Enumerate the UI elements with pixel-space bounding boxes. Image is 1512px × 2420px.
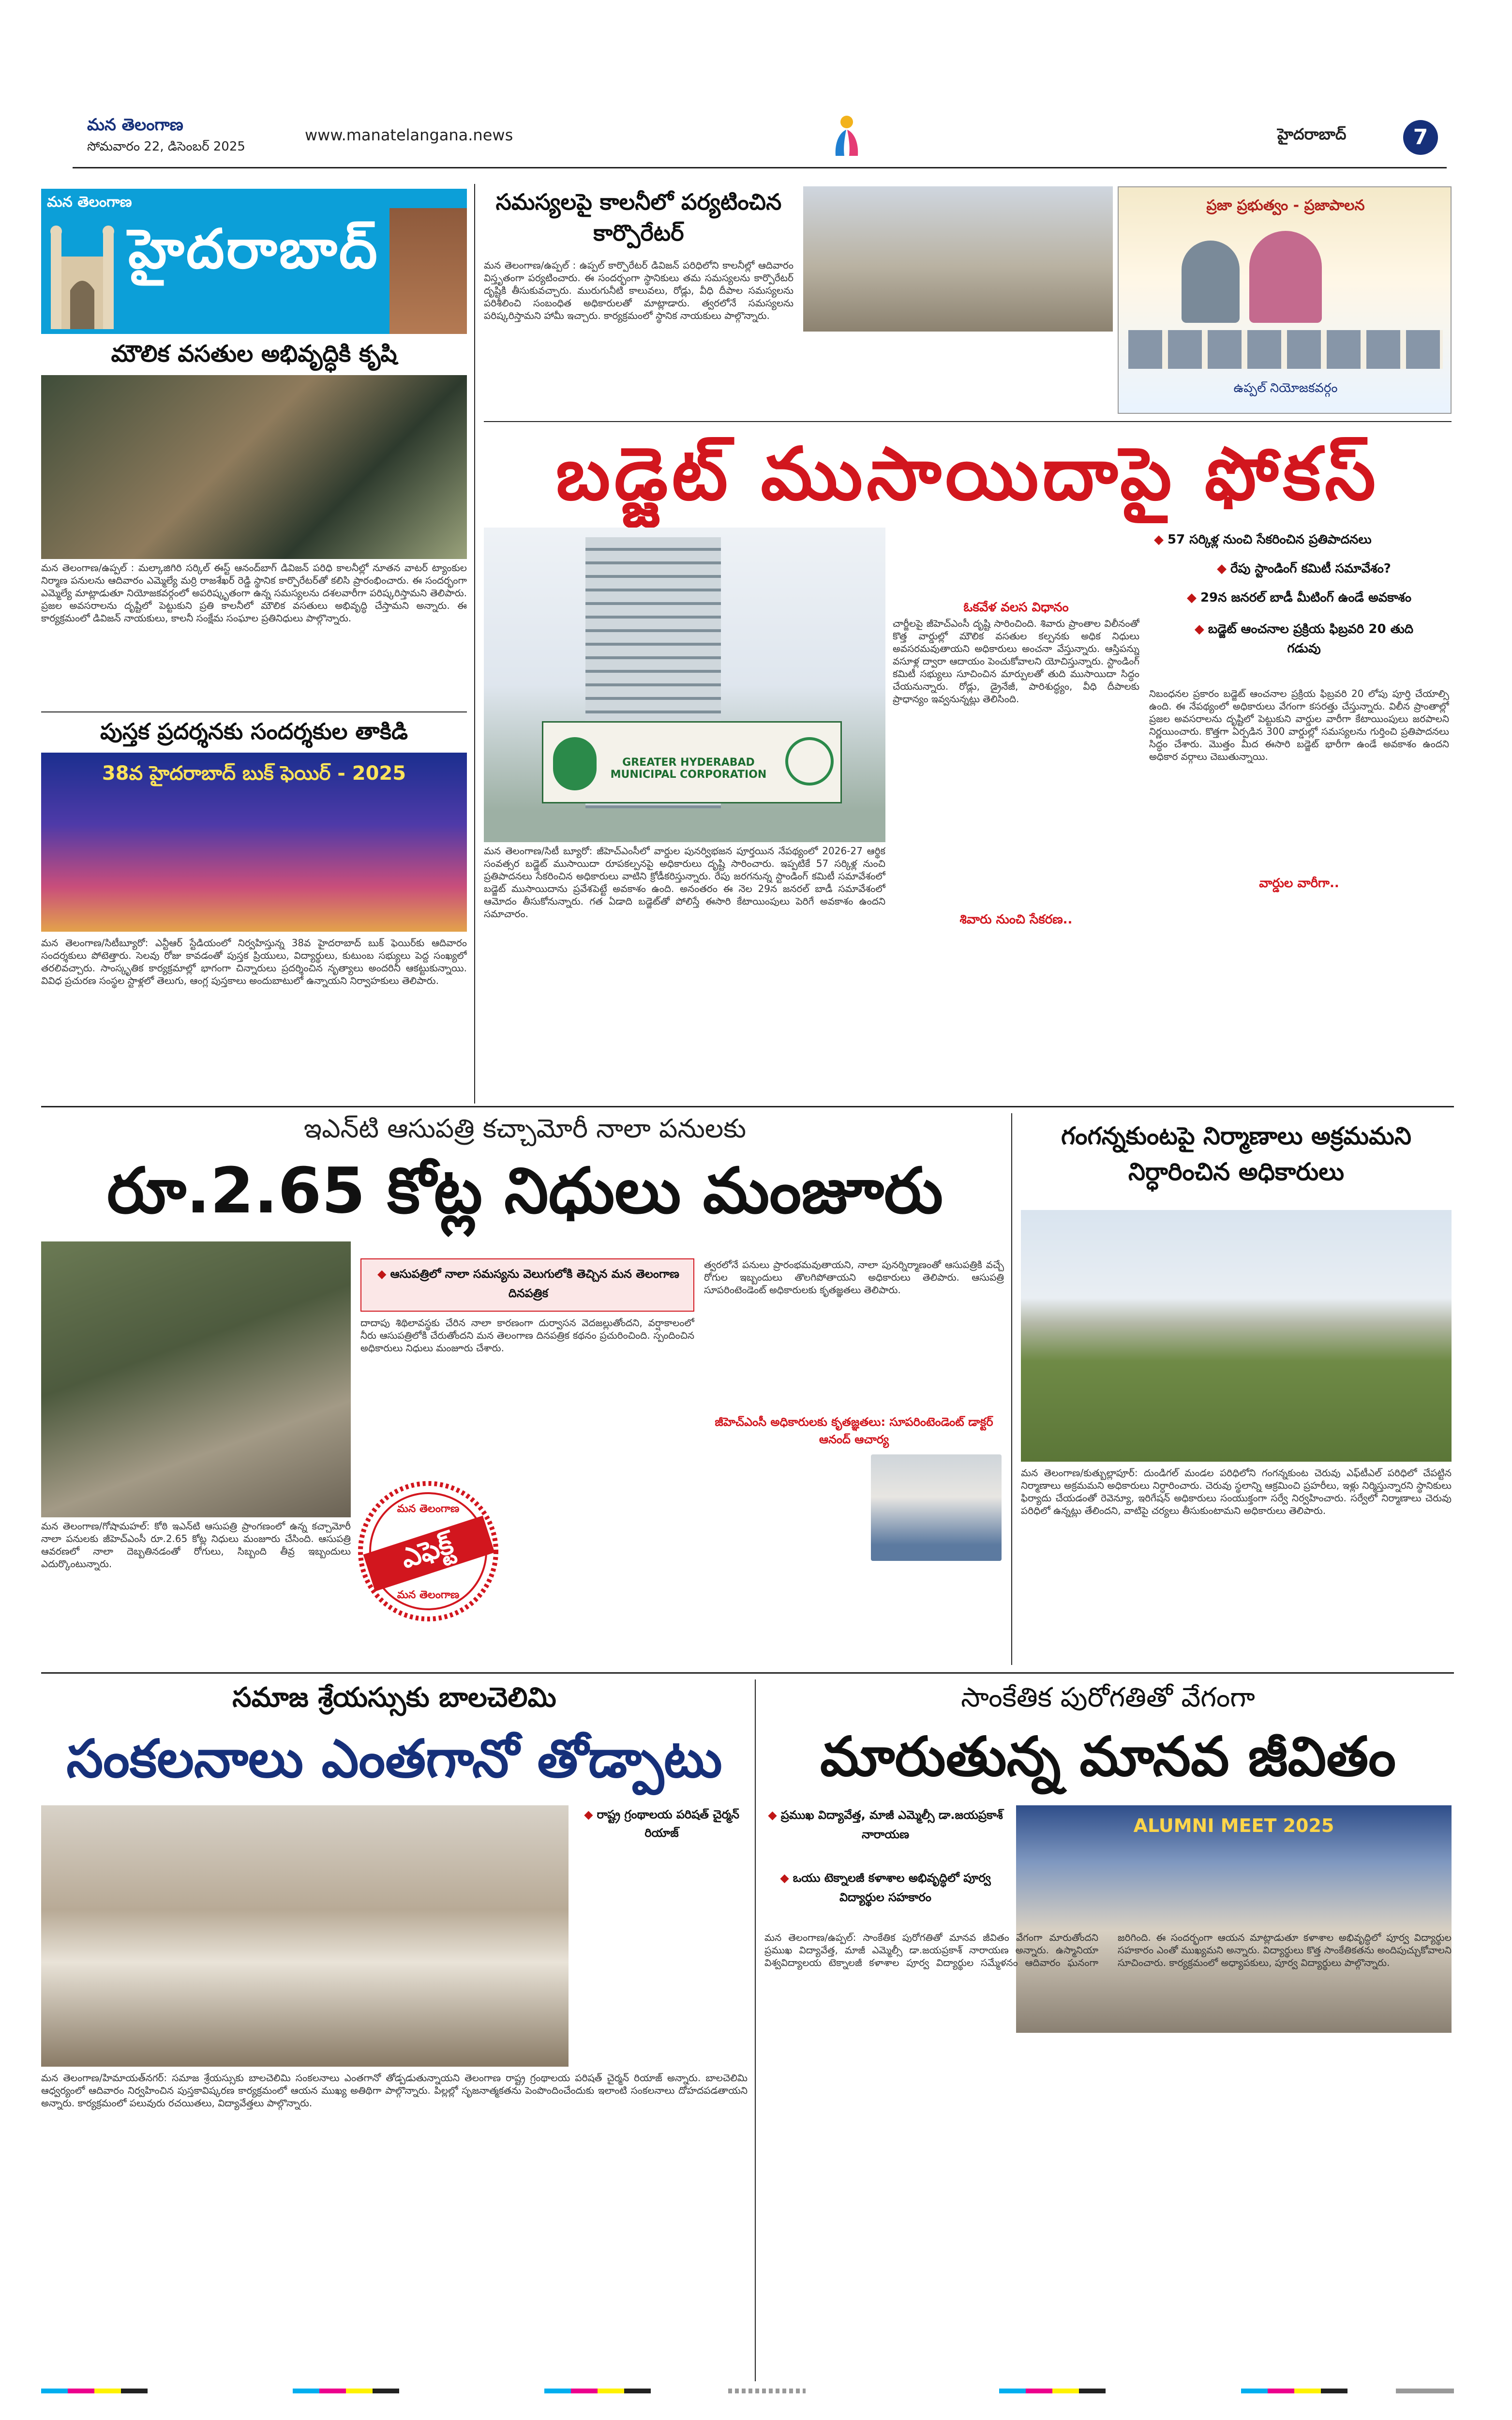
masthead — [73, 111, 1447, 165]
story4-top-rule — [41, 1106, 1454, 1107]
bullet-1: ◆ 57 సర్కిళ్ల నుంచి సేకరించిన ప్రతిపాదనలు — [1154, 532, 1444, 550]
story4-box — [360, 1258, 694, 1312]
superintendent-photo — [871, 1454, 1002, 1561]
charminar-illustration — [46, 218, 119, 329]
story4-kicker: ఇఎన్‌టి ఆసుపత్రి కచ్చామోరీ నాలా పనులకు — [303, 1113, 747, 1144]
ghmc-sign-board — [542, 721, 842, 803]
effect-stamp — [356, 1479, 501, 1624]
bullet-4: ◆ బడ్జెట్ ఆంచనాల ప్రక్రియ ఫిబ్రవరి 20 తుది గడువు — [1178, 620, 1430, 658]
main-story-photo — [484, 528, 885, 842]
main-story-subhead-3: వార్డుల వారీగా.. — [1259, 876, 1339, 891]
story6-quote — [576, 1805, 748, 1859]
story3-body-cont — [803, 334, 1113, 411]
masthead-url[interactable]: www.manatelangana.news — [305, 126, 513, 144]
story2-body: మన తెలంగాణ/సిటీబ్యూరో: ఎన్టీఆర్ స్టేడియంలో నిర్వహిస్తున్న 38వ హైదరాబాద్ బుక్ ఫెయిర్‌కు ఆదివారం సందర్శకులు పోటెత్తారు. సెలవు రోజు కావడంతో పుస్తక ప్రియులు, విద్యార్థులు, కుటుంబ సభ్యులు పెద్ద సంఖ్యలో తరలివచ్చారు. సాంస్కృతిక కార్యక్రమాల్లో భాగంగా చిన్నారులు ప్రదర్శించిన నృత్యాలు అందరినీ ఆకట్టుకున్నాయి. వివిధ ప్రచురణ సంస్థల స్టాళ్లలో తెలుగు, ఆంగ్ల పుస్తకాలు అందుబాటులో ఉన్నాయని నిర్వాహకులు తెలిపారు. — [41, 937, 467, 986]
story7-bullet-2: ◆ ఒయు టెక్నాలజీ కళాశాల అభివృద్ధిలో పూర్వ విద్యార్థుల సహకారం — [764, 1868, 1006, 1907]
registration-marks — [41, 2389, 1454, 2398]
ad-portrait-strip — [1128, 330, 1443, 369]
main-story-col2: చార్జీలపై జీహెచ్‌ఎంసీ దృష్టి సారించింది. శివారు ప్రాంతాల విలీనంతో కొత్త వార్డుల్లో మౌలిక వసతుల కల్పనకు అధిక నిధులు అవసరమవుతాయని అధికారులు అంచనా వేస్తున్నారు. ఆస్తిపన్ను వసూళ్ల ద్వారా ఆదాయం పెంచుకోవాలని యోచిస్తున్నారు. స్టాండింగ్ కమిటీ సభ్యులు సూచించిన మార్పులతో తుది ముసాయిదా సిద్ధం చేయనున్నారు. రోడ్లు, డ్రైనేజీ, పారిశుద్ధ్యం, వీధి దీపాలకు ప్రాధాన్యం ఇవ్వనున్నట్లు తెలిసింది. — [893, 618, 1139, 705]
bullet-2: ◆ రేపు స్టాండింగ్ కమిటీ సమావేశం? — [1164, 561, 1444, 579]
ad-portrait — [1249, 231, 1322, 323]
story7-photo-banner: ALUMNI MEET 2025 — [1133, 1815, 1334, 1836]
main-story-col1: మన తెలంగాణ/సిటీ బ్యూరో: జీహెచ్‌ఎంసీలో వార్డుల పునర్విభజన పూర్తయిన నేపథ్యంలో 2026-27 ఆర్థిక సంవత్సర బడ్జెట్ ముసాయిదా రూపకల్పనపై అధికారులు దృష్టి సారించారు. ఇప్పటికే 57 సర్కిళ్ల నుంచి ప్రతిపాదనలు సేకరించిన అధికారులు వాటిని క్రోడీకరిస్తున్నారు. రేపు జరగనున్న స్టాండింగ్ కమిటీ సమావేశంలో బడ్జెట్ ముసాయిదాను ప్రవేశపెట్టే అవకాశం ఉంది. అనంతరం ఈ నెల 29న జనరల్ బాడీ సమావేశంలో ఆమోదం తీసుకోనున్నారు. గత ఏడాది బడ్జెట్‌తో పోలిస్తే ఈసారి కేటాయింపులు పెరిగే అవకాశం ఉందని సమాచారం. — [484, 845, 885, 920]
story6-quote-text: ◆ రాష్ట్ర గ్రంథాలయ పరిషత్ చైర్మన్ రియాజ్ — [576, 1805, 748, 1842]
story2-photo-caption: 38వ హైదరాబాద్ బుక్ ఫెయిర్ - 2025 — [102, 762, 406, 785]
page-number — [1403, 120, 1438, 155]
masthead-city: హైదరాబాద్ — [1277, 125, 1347, 143]
effect-stamp-text: ఎఫెక్ట్ — [397, 1528, 457, 1575]
effect-stamp-top: మన తెలంగాణ — [397, 1503, 460, 1515]
story6-photo — [41, 1805, 569, 2067]
left-col-divider — [474, 184, 475, 1104]
main-story-col3: నిబంధనల ప్రకారం బడ్జెట్ ఆంచనాల ప్రక్రియ ఫిబ్రవరి 20 లోపు పూర్తి చేయాల్సి ఉంది. ఈ నేపథ్యంలో అధికారులు వేగంగా కసరత్తు చేస్తున్నారు. విలీన ప్రాంతాల్లో ప్రజల అవసరాలను దృష్టిలో పెట్టుకుని వార్డుల వారీగా కేటాయింపులు జరపాలని నిర్ణయించారు. కొత్తగా ఏర్పడిన 300 వార్డుల్లో సమస్యలను గుర్తించి ప్రతిపాదనలు సిద్ధం చేశారు. మొత్తం మీద ఈసారి బడ్జెట్ భారీగా ఉండే అవకాశం ఉందని అధికార వర్గాలు చెబుతున్నాయి. — [1149, 688, 1449, 762]
story1-body: మన తెలంగాణ/ఉప్పల్ : మల్కాజిగిరి సర్కిల్ ఈస్ట్ ఆనంద్‌బాగ్ డివిజన్ పరిధి కాలనీల్లో నూతన వాటర్ ట్యాంకుల నిర్మాణ పనులను ఆదివారం ఎమ్మెల్యే మర్రి రాజశేఖర్ రెడ్డి స్థానిక కార్పొరేటర్‌తో కలిసి ప్రారంభించారు. ఈ సందర్భంగా ఎమ్మెల్యే మాట్లాడుతూ నియోజకవర్గంలో అపరిష్కృతంగా ఉన్న సమస్యలను దశలవారీగా పరిష్కరిస్తామని తెలిపారు. ప్రజల అవసరాలను దృష్టిలో పెట్టుకుని ప్రతి కాలనీలో మౌలిక వసతులు అభివృద్ధి చేస్తామని అన్నారు. ఈ కార్యక్రమంలో డివిజన్ నాయకులు, కాలనీ సంక్షేమ సంఘాల ప్రతినిధులు పాల్గొన్నారు. — [41, 562, 467, 624]
story5-body: మన తెలంగాణ/కుత్బుల్లాపూర్: దుండిగల్ మండల పరిధిలోని గంగన్నకుంట చెరువు ఎఫ్‌టీఎల్ పరిధిలో చేపట్టిన నిర్మాణాలు అక్రమమని అధికారులు నిర్ధారించారు. చెరువు స్థలాన్ని ఆక్రమించి ప్రహరీలు, ఇళ్లు నిర్మిస్తున్నారని స్థానికులు ఫిర్యాదు చేయడంతో రెవెన్యూ, ఇరిగేషన్ అధికారులు సంయుక్తంగా సర్వే నిర్వహించారు. సర్వేలో నిర్మాణాలు చెరువు పరిధిలో ఉన్నట్లు తేలిందని, వాటిపై చర్యలు తీసుకుంటామని అధికారులు తెలిపారు. — [1021, 1467, 1452, 1516]
banner-building — [389, 208, 467, 334]
main-story-col2-cont — [893, 929, 1139, 1096]
story6-body-side — [576, 1863, 748, 2067]
masthead-logo-icon — [830, 113, 864, 157]
story4-body2-cont — [506, 1479, 694, 1665]
section-banner-title: హైదరాబాద్ — [128, 218, 379, 281]
bullet-3: ◆ 29న జనరల్ బాడీ మీటింగ్ ఉండే అవకాశం — [1154, 590, 1444, 608]
bottom-center-divider — [755, 1679, 756, 2381]
masthead-date: సోమవారం 22, డిసెంబర్ 2025 — [87, 139, 245, 154]
main-story-headline: బడ్జెట్ ముసాయిదాపై ఫోకస్ — [555, 432, 1380, 516]
story5-headline: గంగన్నకుంటపై నిర్మాణాలు అక్రమమని నిర్ధారించిన అధికారులు — [1061, 1122, 1411, 1186]
story7-body: మన తెలంగాణ/ఉప్పల్: సాంకేతిక పురోగతితో మానవ జీవితం వేగంగా మారుతోందని ప్రముఖ విద్యావేత్త, మాజీ ఎమ్మెల్సీ డా.జయప్రకాశ్ నారాయణ అన్నారు. ఉస్మానియా విశ్వవిద్యాలయ టెక్నాలజీ కళాశాల పూర్వ విద్యార్థుల సమ్మేళనం ఆదివారం ఘనంగా జరిగింది. ఈ సందర్భంగా ఆయన మాట్లాడుతూ కళాశాల అభివృద్ధిలో పూర్వ విద్యార్థుల సహకారం ఎంతో ముఖ్యమని అన్నారు. విద్యార్థులు కొత్త సాంకేతికతను అందిపుచ్చుకోవాలని సూచించారు. కార్యక్రమంలో అధ్యాపకులు, పూర్వ విద్యార్థులు పాల్గొన్నారు. — [764, 1932, 1452, 1968]
ghmc-sign-text: GREATER HYDERABAD MUNICIPAL CORPORATION — [610, 756, 767, 781]
advertisement — [1118, 186, 1452, 414]
section-banner-brand: మన తెలంగాణ — [47, 194, 132, 211]
ghmc-emblem-right-icon — [785, 737, 834, 786]
story4-thanks-body — [704, 1452, 864, 1665]
story4-body2: దాదాపు శిథిలావస్థకు చేరిన నాలా కారణంగా దుర్వాసన వెదజల్లుతోందని, వర్షాకాలంలో నీరు ఆసుపత్రిలోకి చేరుతోందని మన తెలంగాణ దినపత్రిక కథనం ప్రచురించింది. స్పందించిన అధికారులు నిధులు మంజూరు చేశారు. — [360, 1317, 694, 1354]
story7-bullets — [764, 1805, 1006, 1926]
story3-body: మన తెలంగాణ/ఉప్పల్ : ఉప్పల్ కార్పొరేటర్ డివిజన్ పరిధిలోని కాలనీల్లో ఆదివారం విస్తృతంగా పర్యటించారు. ఈ సందర్భంగా స్థానికులు తమ సమస్యలను కార్పొరేటర్ దృష్టికి తీసుకువచ్చారు. మురుగునీటి కాలువలు, రోడ్లు, వీధి దీపాల సమస్యలను పరిశీలించి సంబంధిత అధికారులతో మాట్లాడారు. త్వరలోనే సమస్యలను పరిష్కరిస్తామని హామీ ఇచ్చారు. కార్యక్రమంలో స్థానిక నాయకులు పాల్గొన్నారు. — [484, 259, 793, 321]
ad-title: ప్రజా ప్రభుత్వం - ప్రజాపాలన — [1206, 197, 1365, 214]
main-story-bullets — [1149, 528, 1449, 687]
story4-right-divider — [1011, 1113, 1012, 1665]
story6-headline: సంకలనాలు ఎంతగానో తోడ్పాటు — [66, 1729, 722, 1789]
story5-photo — [1021, 1210, 1452, 1462]
story4-headline: రూ.2.65 కోట్ల నిధులు మంజూరు — [106, 1154, 943, 1227]
main-story-col2-lead — [893, 528, 1139, 571]
effect-stamp-bottom: మన తెలంగాణ — [397, 1589, 460, 1601]
story1-rule — [41, 711, 467, 712]
story4-body3: త్వరలోనే పనులు ప్రారంభమవుతాయని, నాలా పునర్నిర్మాణంతో ఆసుపత్రికి వచ్చే రోగుల ఇబ్బందులు తొలగిపోతాయని అధికారులు తెలిపారు. ఆసుపత్రి సూపరింటెండెంట్ అధికారులకు కృతజ్ఞతలు తెలిపారు. — [704, 1259, 1004, 1296]
story3-headline: సమస్యలపై కాలనీలో పర్యటించిన కార్పొరేటర్ — [495, 189, 782, 246]
story3-photo — [803, 186, 1113, 332]
masthead-rule — [73, 167, 1447, 168]
story7-kicker: సాంకేతిక పురోగతితో వేగంగా — [961, 1682, 1255, 1713]
bottom-section-rule — [41, 1672, 1454, 1674]
ad-portrait-2 — [1182, 241, 1240, 323]
page-number-text: 7 — [1413, 125, 1428, 150]
story6-kicker: సమాజ శ్రేయస్సుకు బాలచెలిమి — [232, 1682, 556, 1713]
story4-thanks-title: జీహెచ్‌ఎంసీ అధికారులకు కృతజ్ఞతలు: సూపరింటెండెంట్ డాక్టర్ ఆనంద్ ఆచార్య — [715, 1415, 993, 1446]
story1-headline: మౌలిక వసతుల అభివృద్ధికి కృషి — [111, 340, 397, 367]
main-story-col3-cont — [1149, 893, 1449, 1096]
story4-photo — [41, 1241, 351, 1517]
story1-photo — [41, 375, 467, 559]
story2-photo — [41, 753, 467, 932]
ad-subtitle: ఉప్పల్ నియోజకవర్గం — [1233, 381, 1338, 395]
main-story-subhead-1: ఓకవేళ వలస విధానం — [963, 600, 1069, 615]
main-story-rule — [484, 421, 1452, 422]
story4-body1: మన తెలంగాణ/గోషామహల్: కోఠి ఇఎన్‌టి ఆసుపత్రి ప్రాంగణంలో ఉన్న కచ్చామోరీ నాలా పనులకు జీహెచ్‌ఎంసీ రూ.2.65 కోట్ల నిధులు మంజూరు చేసింది. ఆసుపత్రి ఆవరణలో నాలా దెబ్బతినడంతో రోగులు, సిబ్బంది తీవ్ర ఇబ్బందులు ఎదుర్కొంటున్నారు. — [41, 1520, 351, 1570]
story2-headline: పుస్తక ప్రదర్శనకు సందర్శకుల తాకిడి — [100, 718, 408, 744]
main-story-subhead-2: శివారు నుంచి సేకరణ.. — [959, 912, 1073, 927]
masthead-brand: మన తెలంగాణ — [87, 115, 183, 135]
ghmc-emblem-icon — [553, 737, 597, 790]
story4-box-title: ◆ ఆసుపత్రిలో నాలా సమస్యను వెలుగులోకి తెచ్చిన మన తెలంగాణ దినపత్రిక — [366, 1264, 690, 1303]
story6-body: మన తెలంగాణ/హిమాయత్‌నగర్: సమాజ శ్రేయస్సుకు బాలచెలిమి సంకలనాలు ఎంతగానో తోడ్పడుతున్నాయని తెలంగాణ రాష్ట్ర గ్రంథాలయ పరిషత్ చైర్మన్ రియాజ్ అన్నారు. బాలచెలిమి ఆధ్వర్యంలో ఆదివారం నిర్వహించిన పుస్తకావిష్కరణ కార్యక్రమంలో ఆయన ముఖ్య అతిథిగా పాల్గొన్నారు. పిల్లల్లో సృజనాత్మకతను పెంపొందించేందుకు ఇలాంటి సంకలనాలు దోహదపడతాయని అన్నారు. కార్యక్రమంలో పలువురు రచయితలు, విద్యావేత్తలు పాల్గొన్నారు. — [41, 2072, 748, 2109]
story7-bullet-1: ◆ ప్రముఖ విద్యావేత్త, మాజీ ఎమ్మెల్సీ డా.జయప్రకాశ్ నారాయణ — [764, 1805, 1006, 1844]
section-banner — [41, 189, 467, 334]
story7-headline: మారుతున్న మానవ జీవితం — [820, 1725, 1396, 1788]
